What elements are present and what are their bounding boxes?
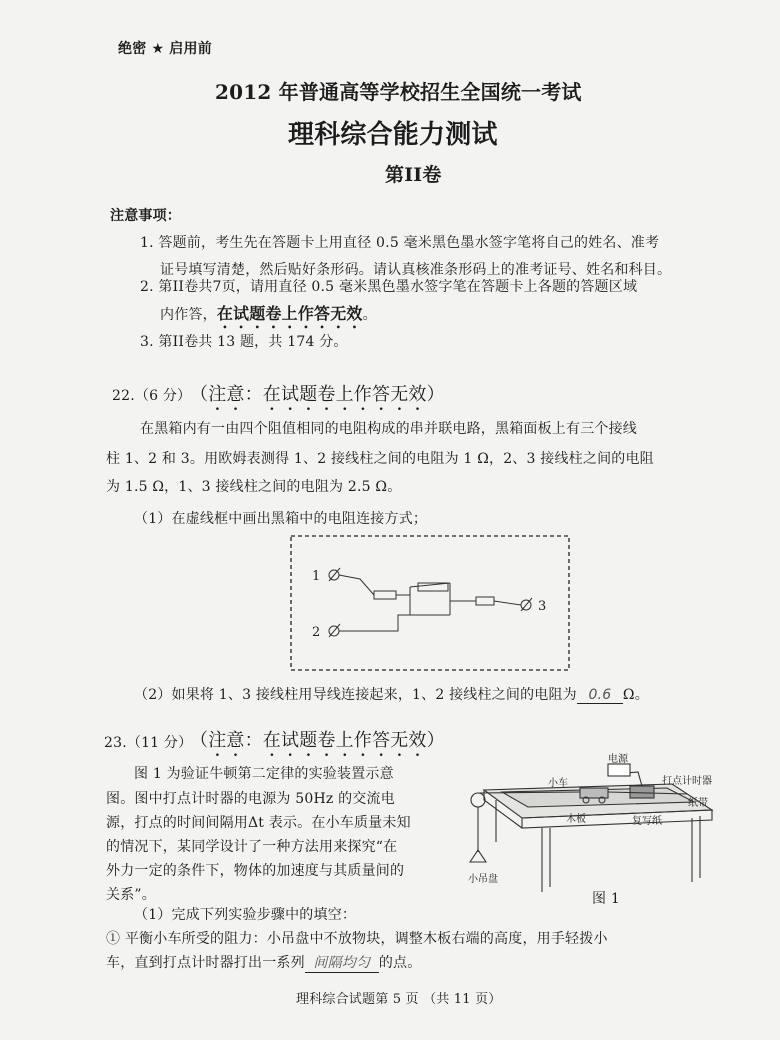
figure-1-apparatus: [462, 752, 732, 907]
q23-step1-line1: ① 平衡小车所受的阻力：小吊盘中不放物块，调整木板右端的高度，用手轻拨小: [106, 931, 608, 947]
notice-item-3: 3. 第II卷共 13 题，共 174 分。: [140, 334, 348, 350]
q23-answer-blank: 间隔均匀: [305, 952, 379, 973]
q23-para-line5: 外力一定的条件下，物体的加速度与其质量间的: [106, 863, 405, 879]
terminal-2-label: 2: [312, 625, 321, 640]
fig-label-pan: 小吊盘: [468, 874, 498, 885]
q22-para-line2: 柱 1、2 和 3。用欧姆表测得 1、2 接线柱之间的电阻为 1 Ω，2、3 接线柱之间的电阻: [106, 451, 654, 467]
volume-title: 第II卷: [385, 164, 442, 186]
notice-item-2-l2a: 内作答，: [160, 307, 217, 323]
page-title: 理科综合能力测试: [288, 120, 498, 150]
terminal-1-label: 1: [312, 569, 321, 584]
fig-label-timer: 打点计时器: [662, 776, 712, 787]
notice-item-2-line1: 2. 第II卷共7页，请用直径 0.5 毫米黑色墨水签字笔在答题卡上各题的答题区域: [140, 279, 638, 295]
notice-item-1-line1: 1. 答题前，考生先在答题卡上用直径 0.5 毫米黑色墨水签字笔将自己的姓名、准考: [140, 235, 660, 251]
q22-para-line1: 在黑箱内有一由四个阻值相同的电阻构成的串并联电路，黑箱面板上有三个接线: [140, 421, 637, 437]
notice-item-2-line2: [160, 301, 377, 332]
q23-para-line1: 图 1 为验证牛顿第二定律的实验装置示意: [134, 766, 394, 782]
circuit-answer-box: [290, 535, 570, 671]
fig-label-power: 电源: [608, 754, 628, 765]
secret-label: 绝密 ★ 启用前: [118, 41, 212, 57]
power-source-icon: [608, 764, 630, 776]
notice-warning: 在试题卷上作答无效: [216, 304, 363, 323]
q22-para-line3: 为 1.5 Ω，1、3 接线柱之间的电阻为 2.5 Ω。: [106, 479, 402, 495]
terminal-3-label: 3: [538, 599, 547, 614]
notice-item-1-line2: 证号填写清楚，然后贴好条形码。请认真核准条形码上的准考证号、姓名和科目。: [160, 262, 672, 278]
cart-icon: [580, 788, 608, 798]
q22-subq2-text: （2）如果将 1、3 接线柱用导线连接起来，1、2 接线柱之间的电阻为: [134, 687, 577, 703]
fig-label-cart: 小车: [548, 778, 568, 789]
q23-para-line4: 的情况下，某同学设计了一种方法用来探究“在: [106, 839, 398, 855]
q23-label: 23.（11 分）: [104, 735, 193, 751]
page-footer: 理科综合试题第 5 页 （共 11 页）: [296, 992, 502, 1007]
fig-label-carbon: 复写纸: [632, 816, 662, 827]
q22-answer-blank: 0.6: [577, 687, 623, 704]
q23-para-line6: 关系”。: [106, 887, 156, 903]
pulley-icon: [471, 793, 485, 807]
fig-label-tape: 纸带: [688, 798, 708, 809]
notice-item-2-l2c: 。: [362, 307, 377, 323]
q22-label: 22.（6 分）: [112, 388, 192, 404]
q22-subq2: [134, 684, 649, 704]
q23-para-line2: 图。图中打点计时器的电源为 50Hz 的交流电: [106, 791, 395, 807]
q23-warning: （注意：在试题卷上作答无效）: [190, 730, 445, 751]
q22-warning: （注意：在试题卷上作答无效）: [190, 384, 445, 405]
notice-heading: 注意事项：: [110, 208, 181, 224]
exam-title: 2012 年普通高等学校招生全国统一考试: [215, 80, 582, 104]
q22-subq1: （1）在虚线框中画出黑箱中的电阻连接方式；: [134, 511, 428, 527]
q23-subq1: （1）完成下列实验步骤中的填空：: [134, 907, 357, 923]
figure-1-caption: 图 1: [592, 891, 620, 907]
q23-step1-line2: [106, 952, 421, 973]
fig-label-board: 木板: [566, 814, 586, 825]
q23-step1-text: 车，直到打点计时器打出一系列: [106, 955, 305, 971]
timer-icon: [630, 786, 654, 798]
q22-subq2-unit: Ω。: [622, 687, 649, 703]
q23-step1-post: 的点。: [378, 955, 422, 971]
q23-para-line3: 源，打点的时间间隔用Δt 表示。在小车质量未知: [106, 815, 411, 831]
